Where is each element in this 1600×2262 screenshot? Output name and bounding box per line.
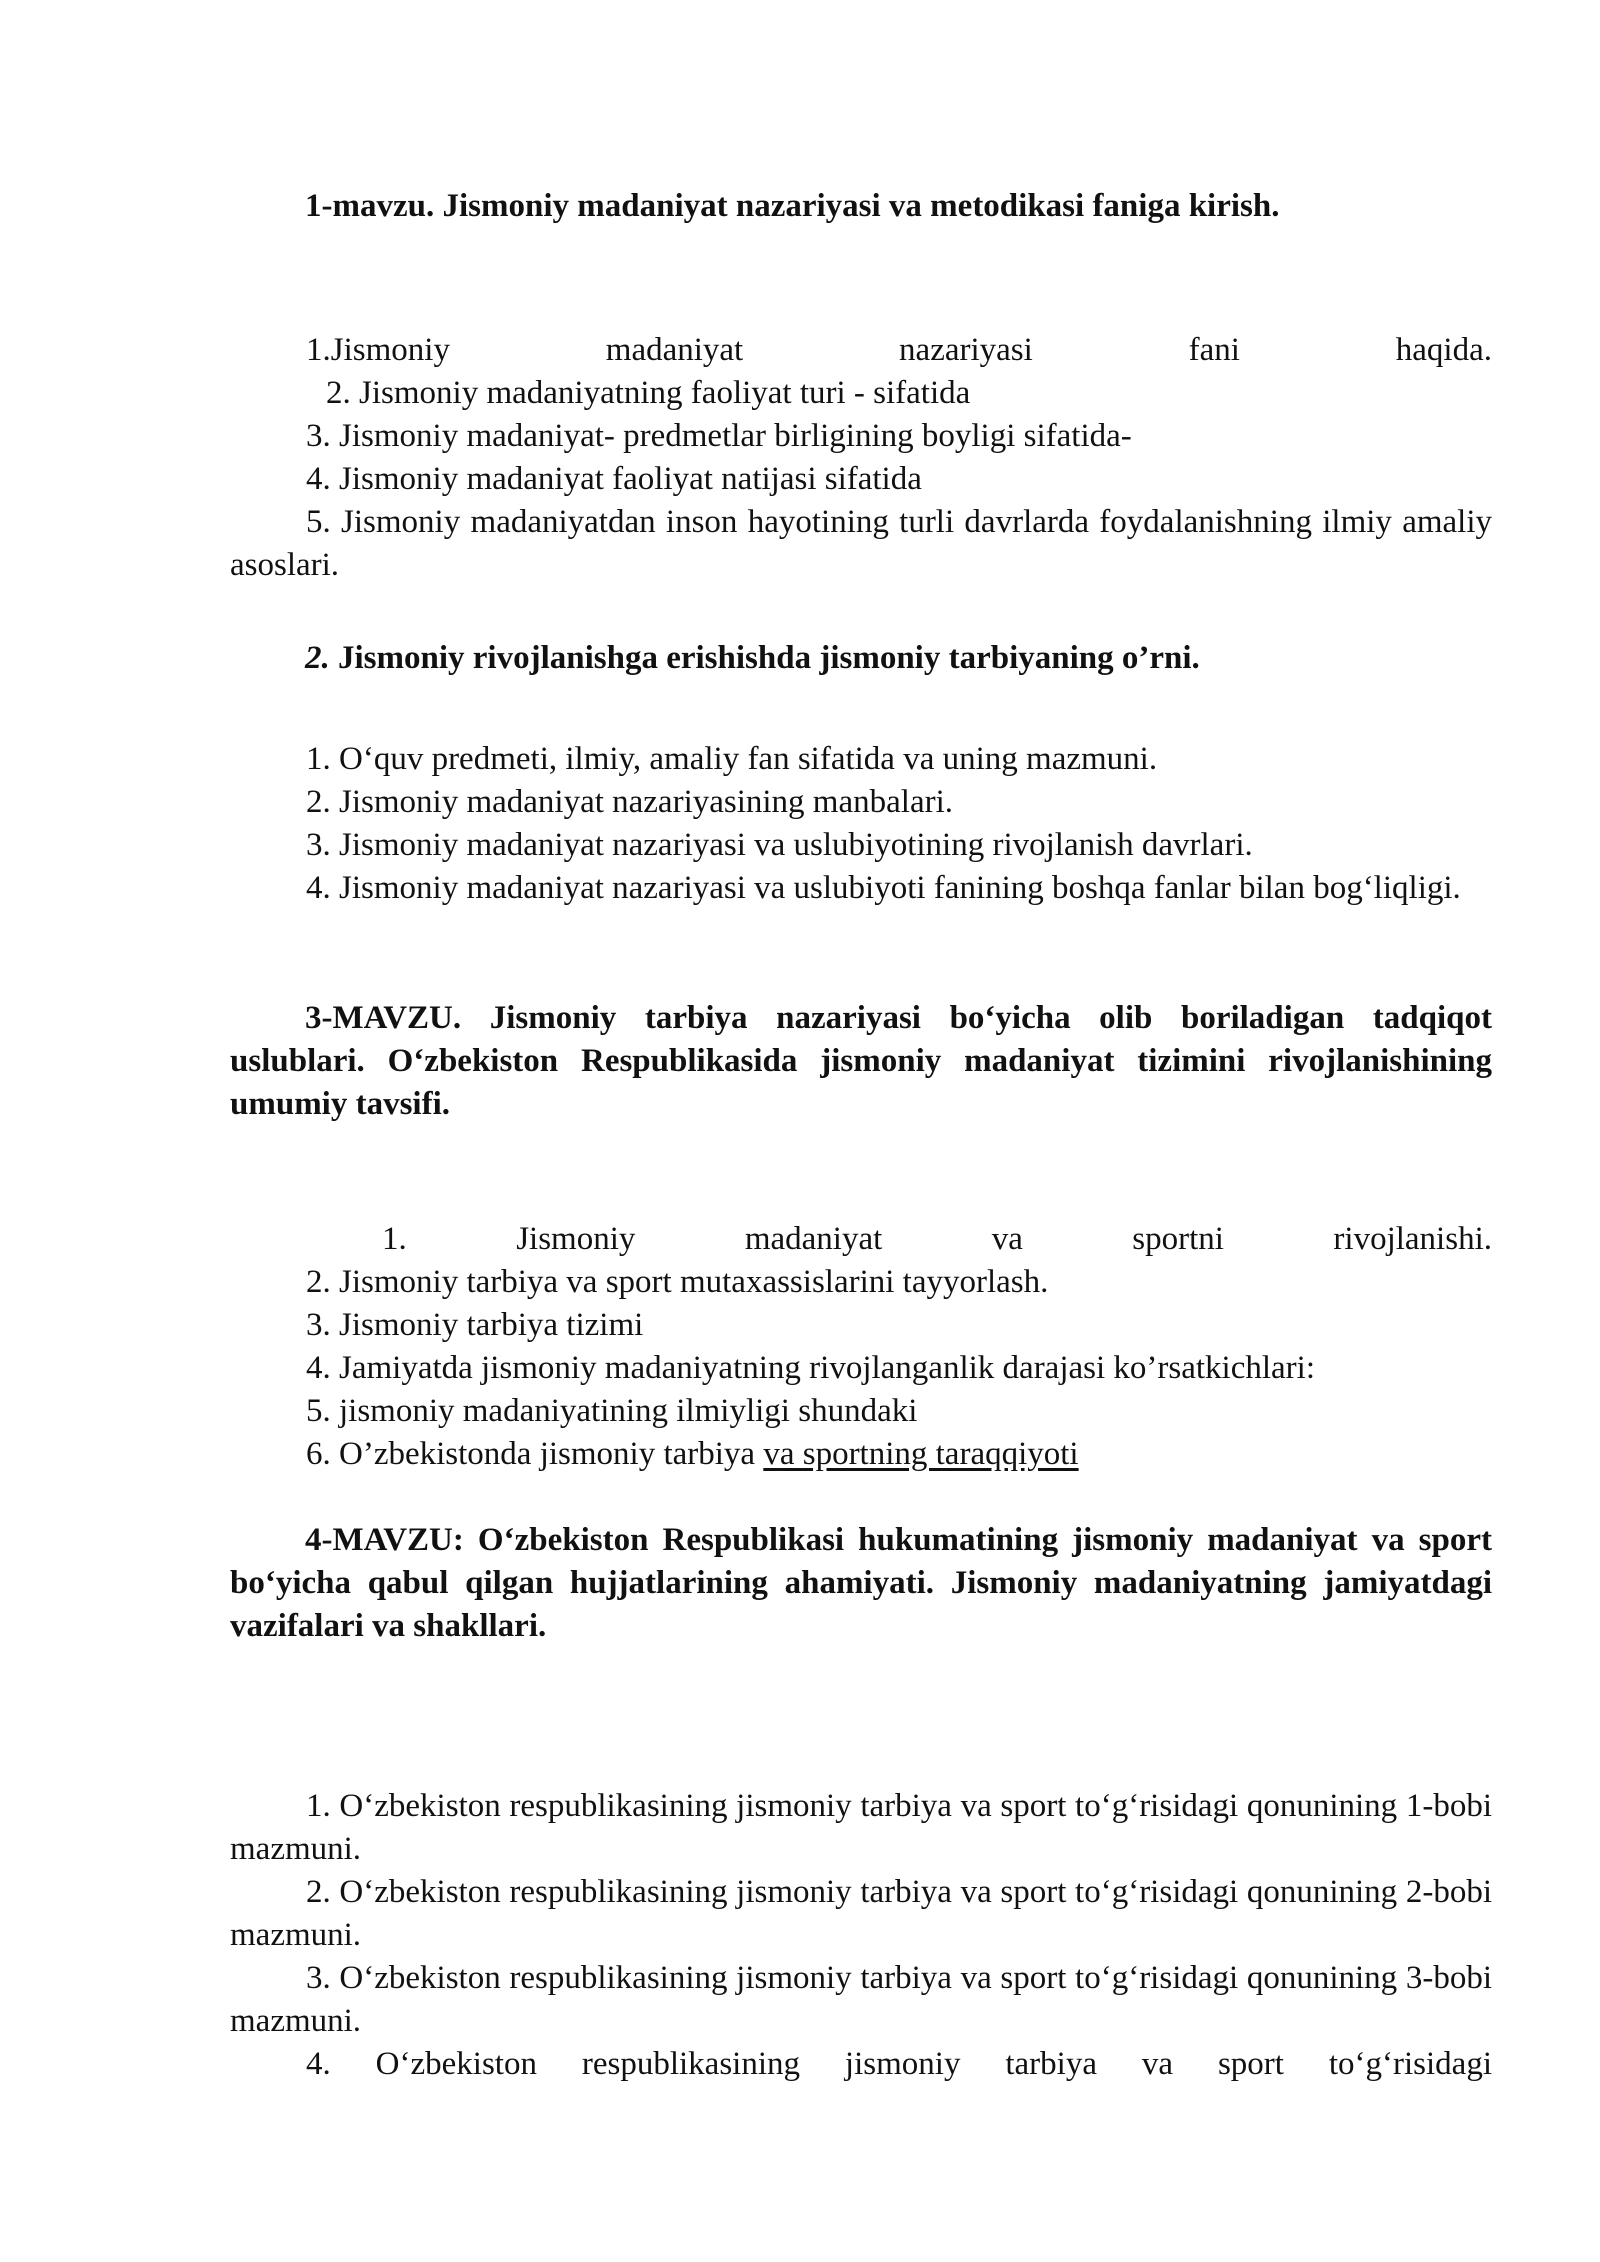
topic2-item-3: 3. Jismoniy madaniyat nazariyasi va uslubiyotining rivojlanish davrlari.: [306, 827, 1253, 863]
topic3-item-6: [230, 1433, 1492, 1476]
topic4-item-2: 2. O‘zbekiston respublikasining jismoniy tarbiya va sport to‘g‘risidagi qonunining 2-bobi mazmuni.: [230, 1874, 1492, 1953]
topic2-number: 2.: [305, 640, 330, 676]
topic1-item-1: 1.Jismoniy madaniyat nazariyasi fani haqida.: [306, 332, 1492, 368]
topic4-heading: 4-MAVZU: O‘zbekiston Respublikasi hukumatining jismoniy madaniyat va sport bo‘yicha qabul qilgan hujjatlarining ahamiyati. Jismoniy madaniyatning jamiyatdagi vazifalari va shakllari.: [230, 1522, 1492, 1644]
topic3-item-4: 4. Jamiyatda jismoniy madaniyatning rivojlanganlik darajasi ko’rsatkichlari:: [306, 1350, 1315, 1386]
topic2-item-1: 1. O‘quv predmeti, ilmiy, amaliy fan sifatida va uning mazmuni.: [306, 741, 1158, 777]
topic3-item-6-underlined: va sportning taraqqiyoti: [763, 1436, 1079, 1472]
topic3-item-6-text: 6. O’zbekistonda jismoniy tarbiya: [306, 1436, 764, 1472]
topic3-heading: 3-MAVZU. Jismoniy tarbiya nazariyasi bo‘yicha olib boriladigan tadqiqot uslublari. O‘zbekiston Respublikasida jismoniy madaniyat tizimini rivojlanishining umumiy tavsifi.: [230, 1000, 1492, 1122]
topic1-item-3: 3. Jismoniy madaniyat- predmetlar birligining boyligi sifatida-: [306, 418, 1132, 454]
topic2-heading: [230, 637, 1492, 680]
topic3-item-5: 5. jismoniy madaniyatining ilmiyligi shundaki: [306, 1393, 918, 1429]
topic1-item-5: 5. Jismoniy madaniyatdan inson hayotining turli davrlarda foydalanishning ilmiy amaliy asoslari.: [230, 504, 1492, 583]
topic3-item-3: 3. Jismoniy tarbiya tizimi: [306, 1307, 644, 1343]
topic1-item-2: 2. Jismoniy madaniyatning faoliyat turi - sifatida: [326, 375, 971, 411]
topic1-item-4: 4. Jismoniy madaniyat faoliyat natijasi sifatida: [306, 461, 922, 497]
topic4-item-1: 1. O‘zbekiston respublikasining jismoniy tarbiya va sport to‘g‘risidagi qonunining 1-bobi mazmuni.: [230, 1788, 1492, 1867]
topic2-item-4: 4. Jismoniy madaniyat nazariyasi va uslubiyoti fanining boshqa fanlar bilan bog‘liqligi.: [306, 870, 1461, 906]
topic3-item-2: 2. Jismoniy tarbiya va sport mutaxassislarini tayyorlash.: [306, 1264, 1049, 1300]
topic2-heading-text: Jismoniy rivojlanishga erishishda jismoniy tarbiyaning o’rni.: [329, 640, 1200, 676]
topic4-item-3: 3. O‘zbekiston respublikasining jismoniy tarbiya va sport to‘g‘risidagi qonunining 3-bobi mazmuni.: [230, 1960, 1492, 2039]
topic3-item-1: 1. Jismoniy madaniyat va sportni rivojlanishi.: [382, 1221, 1492, 1257]
topic4-item-4: 4. O‘zbekiston respublikasining jismoniy tarbiya va sport to‘g‘risidagi: [306, 2046, 1492, 2082]
topic2-item-2: 2. Jismoniy madaniyat nazariyasining manbalari.: [306, 784, 953, 820]
topic1-heading: 1-mavzu. Jismoniy madaniyat nazariyasi va metodikasi faniga kirish.: [305, 188, 1280, 224]
